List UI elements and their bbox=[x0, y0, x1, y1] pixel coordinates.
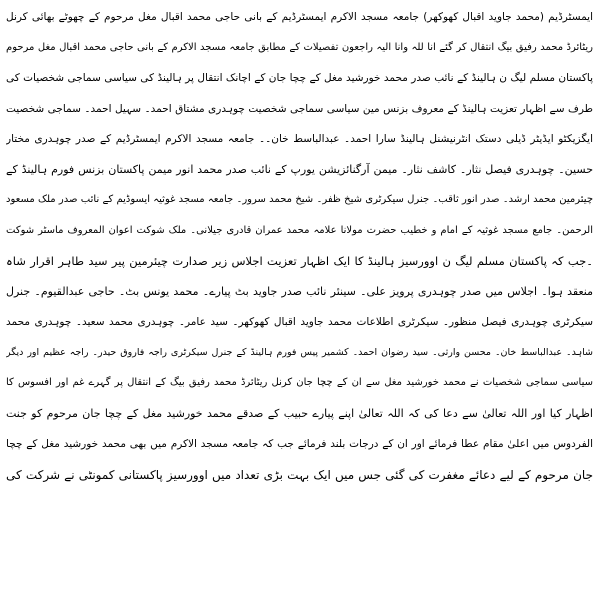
article-line-9: ۔جب کہ پاکستان مسلم لیگ ن اوورسیز ہالینڈ کا ایک اظہار تعزیت اجلاس زیر صدارت چیئرمین پیر سید طاہر اقرار شاہ bbox=[6, 254, 593, 268]
article-line-14: اظہار کیا اور اللہ تعالیٰ سے دعا کی کہ اللہ تعالیٰ اپنے پیارے حبیب کے صدقے محمد خورشید مغل کے چچا جان مرحوم کو جنت bbox=[6, 406, 593, 420]
article-line-7: چیئرمین محمد ارشد۔ صدر انور ثاقب۔ جنرل سیکرٹری شیخ ظفر۔ شیخ محمد سرور۔ جامعہ مسجد غوثیہ ایسوڈیم کے نائب صدر ملک مسعود bbox=[6, 194, 593, 205]
article-line-16: جان مرحوم کے لیے دعائے مغفرت کی گئی جس میں ایک بہت بڑی تعداد میں اوورسیز پاکستانی کمونٹی نے شرکت کی bbox=[6, 467, 593, 482]
article-line-6: حسین۔ چوہدری فیصل نثار۔ کاشف نثار۔ میمن آرگنائزیشن یورپ کے نائب صدر محمد انور میمن پاکستان بزنس فورم ہالینڈ کے bbox=[6, 162, 593, 176]
article-line-10: منعقد ہوا۔ اجلاس میں صدر چوہدری پرویز علی۔ سینئر نائب صدر جاوید بٹ پیارے۔ محمد یونس بٹ۔ حاجی عبدالقیوم۔ جنرل bbox=[6, 284, 593, 298]
article-line-11: سیکرٹری چوہدری فیصل منظور۔ سیکرٹری اطلاعات محمد جاوید اقبال کھوکھر۔ سید عامر۔ چوہدری محمد سعید۔ چوہدری محمد bbox=[6, 316, 593, 328]
article-line-3: پاکستان مسلم لیگ ن ہالینڈ کے نائب صدر محمد خورشید مغل کے چچا جان کے اچانک انتقال پر ہالینڈ کی سیاسی سماجی شخصیات کی bbox=[6, 72, 593, 84]
article-line-2: ریٹائرڈ محمد رفیق بیگ انتقال کر گئے انا للہ وانا الیہ راجعون تفصیلات کے مطابق جامعہ مسجد الاکرم کے بانی حاجی محمد اقبال مغل مرحوم bbox=[6, 41, 593, 53]
article-line-5: ایگزیکٹو ایڈیٹر ڈیلی دستک انٹرنیشنل ہالینڈ سارا احمد۔ عبدالباسط خان۔۔ جامعہ مسجد الاکرم ایمسٹرڈیم کے صدر چوہدری مختار bbox=[6, 133, 593, 145]
article-line-13: سیاسی سماجی شخصیات نے محمد خورشید مغل سے ان کے چچا جان کرنل ریٹائرڈ محمد رفیق بیگ کے انتقال پر گہرے غم اور افسوس کا bbox=[6, 377, 593, 388]
article-line-1: ایمسٹرڈیم (محمد جاوید اقبال کھوکھر) جامعہ مسجد الاکرم ایمسٹرڈیم کے بانی حاجی محمد اقبال مغل مرحوم کے چھوٹے بھائی کرنل bbox=[6, 11, 593, 23]
article-line-8: الرحمن۔ جامع مسجد غوثیہ کے امام و خطیب حضرت مولانا علامہ محمد عمران قادری جیلانی۔ ملک شوکت اعوان المعروف ماسٹر شوکت bbox=[6, 224, 593, 236]
article-line-15: الفردوس میں اعلیٰ مقام عطا فرمائے اور ان کے درجات بلند فرمائے جب کہ جامعہ مسجد الاکرم میں بھی محمد خورشید مغل کے چچا bbox=[6, 438, 593, 450]
article-line-12: شاہد۔ عبدالباسط خان۔ محسن وارثی۔ سید رضوان احمد۔ کشمیر پیس فورم ہالینڈ کے جنرل سیکرٹری راجہ فاروق حیدر۔ راجہ عظیم اور دیگر bbox=[6, 346, 593, 358]
article-line-4: طرف سے اظہار تعزیت ہالینڈ کے معروف بزنس مین سیاسی سماجی شخصیت چوہدری مشتاق احمد۔ سہیل احمد۔ سماجی شخصیت bbox=[6, 102, 593, 115]
